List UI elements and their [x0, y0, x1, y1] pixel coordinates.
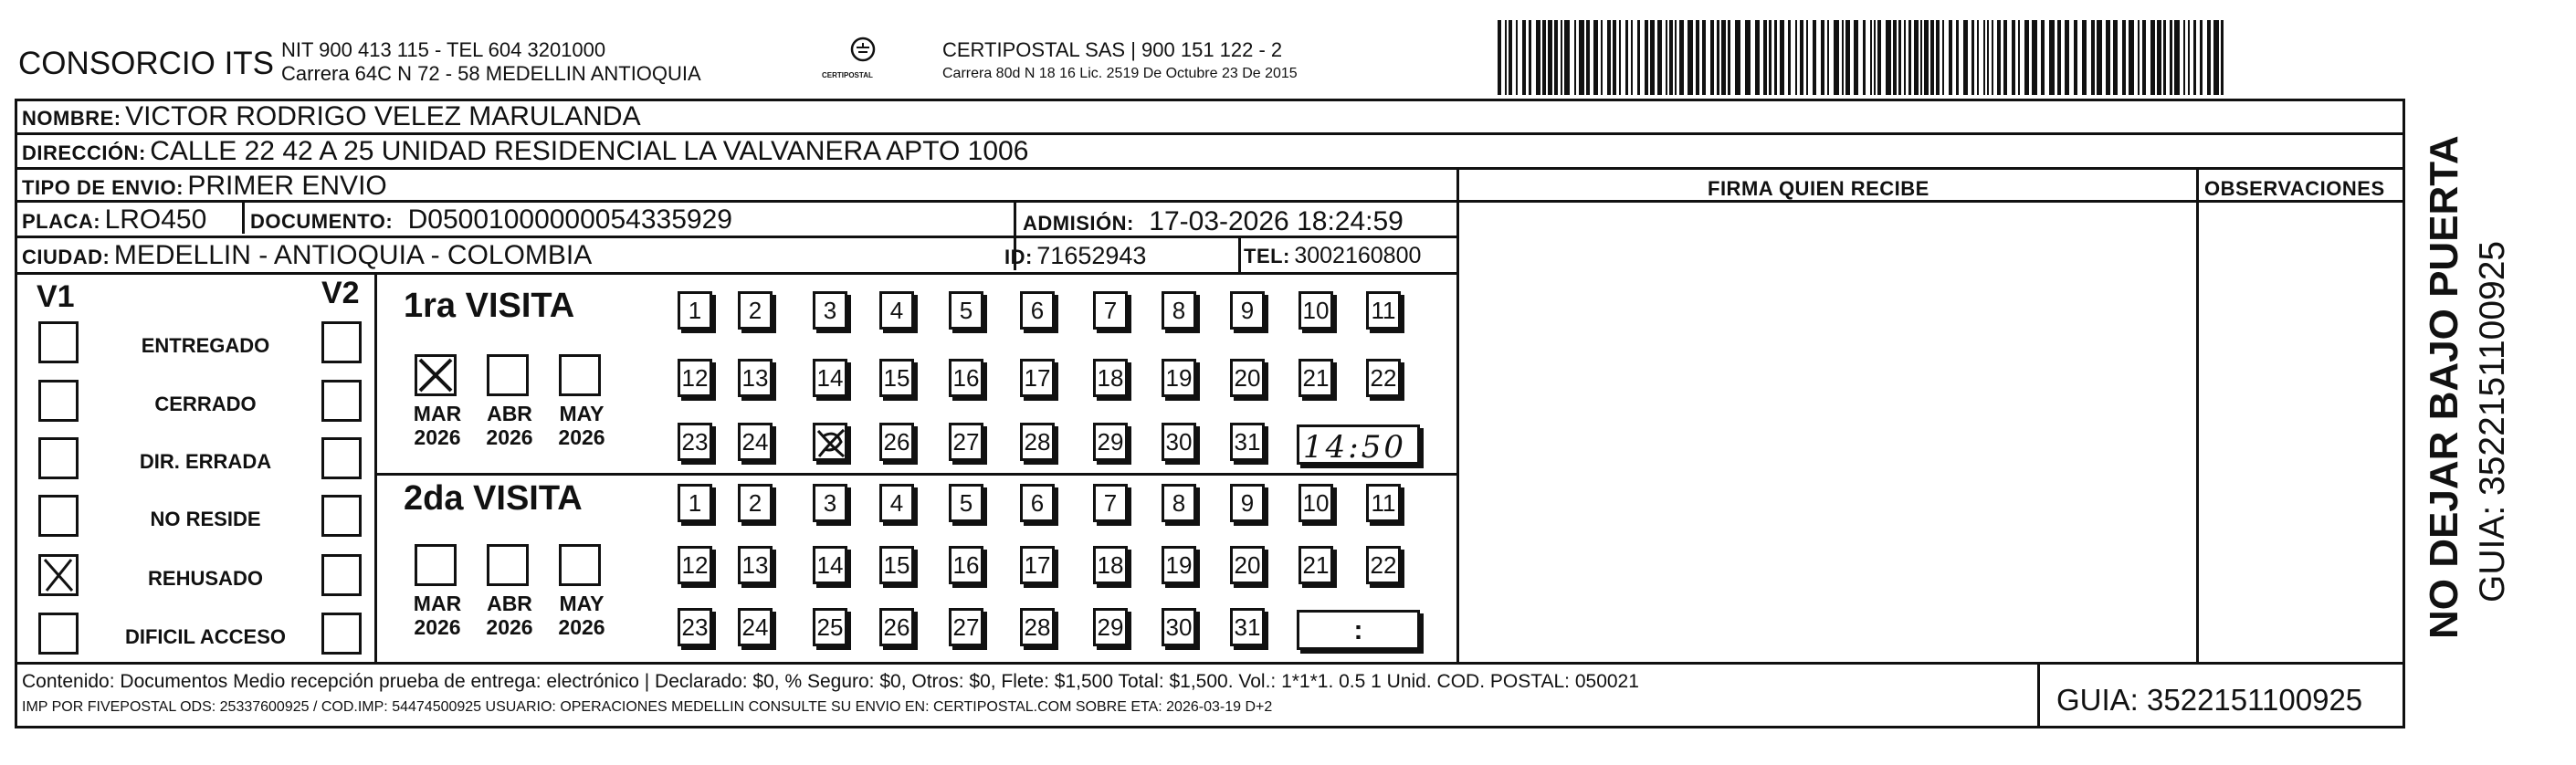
second-visit-year-label: 2026 [414, 615, 461, 639]
barcode-bar [2113, 20, 2118, 95]
barcode-bar [1536, 20, 1540, 95]
second-visit-day-2[interactable]: 2 [738, 484, 773, 522]
barcode-bar [1619, 20, 1621, 95]
admision-value: 17-03-2026 18:24:59 [1149, 206, 1404, 236]
second-visit-day-24[interactable]: 24 [738, 608, 773, 646]
barcode-bar [1763, 20, 1767, 95]
first-visit-day-12[interactable]: 12 [678, 359, 712, 397]
barcode-bar [2032, 20, 2037, 95]
company-name: CONSORCIO ITS [18, 46, 275, 81]
barcode-bar [1542, 20, 1546, 95]
second-visit-day-19[interactable]: 19 [1162, 546, 1196, 584]
first-visit-day-20[interactable]: 20 [1230, 359, 1265, 397]
firma-header: FIRMA QUIEN RECIBE [1708, 177, 1929, 200]
footer-contenido: Contenido: Documentos Medio recepción prueba de entrega: electrónico | Declarado: $0, % Seguro: $0, Otros: $0, Flete: $1,500 Total: $1,500. Vol.: 1*1*1. 0.5 1 Unid. COD. POSTAL: 050021 [22, 671, 1639, 692]
company-address: Carrera 64C N 72 - 58 MEDELLIN ANTIOQUIA [281, 62, 701, 85]
barcode-bar [2157, 20, 2161, 95]
first-visit-title: 1ra VISITA [404, 287, 575, 325]
barcode-bar [2049, 20, 2055, 95]
barcode-bar [2207, 20, 2211, 95]
second-visit-day-20[interactable]: 20 [1230, 546, 1265, 584]
barcode-bar [1997, 20, 2001, 95]
barcode-bar [1696, 20, 1699, 95]
footer-imp: IMP POR FIVEPOSTAL ODS: 25337600925 / COD.IMP: 54474500925 USUARIO: OPERACIONES MEDELLIN CONSULTE SU ENVIO EN: CERTIPOSTAL.COM SOBRE ETA: 2026-03-19 D+2 [22, 699, 1273, 715]
first-visit-month-caption [550, 402, 614, 449]
second-visit-day-15[interactable]: 15 [879, 546, 914, 584]
barcode-bar [1977, 20, 1979, 95]
barcode-bar [2057, 20, 2061, 95]
barcode-bar [1877, 20, 1881, 95]
first-visit-year-label: 2026 [486, 425, 533, 449]
second-visit-day-11[interactable]: 11 [1366, 484, 1401, 522]
second-visit-day-22[interactable]: 22 [1366, 546, 1401, 584]
tipo-label: TIPO DE ENVIO: [22, 176, 184, 199]
first-visit-month-label: ABR [487, 402, 532, 425]
first-visit-day-15[interactable]: 15 [879, 359, 914, 397]
barcode-bar [2150, 20, 2155, 95]
barcode-bar [2106, 20, 2110, 95]
first-visit-day-13[interactable]: 13 [738, 359, 773, 397]
first-visit-day-22[interactable]: 22 [1366, 359, 1401, 397]
second-visit-day-3[interactable]: 3 [813, 484, 847, 522]
barcode-bar [1735, 20, 1740, 95]
barcode-bar [2018, 20, 2020, 95]
barcode-bar [1813, 20, 1816, 95]
v1-label: V1 [37, 279, 75, 314]
barcode-bar [1669, 20, 1673, 95]
observaciones-header: OBSERVACIONES [2204, 177, 2385, 200]
barcode-bar [1769, 20, 1772, 95]
barcode-bar [2082, 20, 2087, 95]
first-visit-day-28[interactable]: 28 [1020, 423, 1055, 461]
nombre-value: VICTOR RODRIGO VELEZ MARULANDA [125, 101, 641, 131]
first-visit-year-label: 2026 [414, 425, 461, 449]
barcode-bar [1650, 20, 1655, 95]
first-visit-month-label: MAY [559, 402, 605, 425]
barcode-bar [1710, 20, 1714, 95]
second-visit-day-1[interactable]: 1 [678, 484, 712, 522]
second-visit-day-4[interactable]: 4 [879, 484, 914, 522]
barcode-bar [2138, 20, 2140, 95]
second-visit-month-checkbox-mar[interactable] [415, 544, 457, 586]
side-guia: GUIA: 3522151100925 [2473, 240, 2512, 603]
barcode-bar [1561, 20, 1562, 95]
direccion-row [22, 136, 1028, 167]
first-visit-day-3[interactable]: 3 [813, 291, 847, 330]
barcode-bar [2142, 20, 2146, 95]
v1-checkbox-entregado[interactable] [38, 321, 79, 363]
barcode-bar [1963, 20, 1968, 95]
first-visit-day-7[interactable]: 7 [1093, 291, 1128, 330]
status-label-dificil-acceso: DIFICIL ACCESO [124, 625, 286, 648]
second-visit-day-9[interactable]: 9 [1230, 484, 1265, 522]
first-visit-day-5[interactable]: 5 [949, 291, 983, 330]
direccion-value: CALLE 22 42 A 25 UNIDAD RESIDENCIAL LA VALVANERA APTO 1006 [150, 136, 1029, 166]
status-label-entregado: ENTREGADO [141, 334, 270, 357]
barcode-bar [1930, 20, 1934, 95]
second-visit-time-box [1297, 610, 1420, 650]
barcode-bar [1893, 20, 1897, 95]
second-visit-day-29[interactable]: 29 [1093, 608, 1128, 646]
status-label-cerrado: CERRADO [154, 393, 257, 415]
v1-checkbox-rehusado[interactable] [38, 554, 79, 596]
nit-line: NIT 900 413 115 - TEL 604 3201000 [281, 38, 606, 61]
barcode-bar [1755, 20, 1760, 95]
status-label-dir-errada: DIR. ERRADA [139, 450, 272, 473]
barcode-bar [1936, 20, 1940, 95]
barcode-bar [1949, 20, 1952, 95]
barcode-bar [1679, 20, 1684, 95]
first-visit-day-19[interactable]: 19 [1162, 359, 1196, 397]
barcode-bar [1548, 20, 1552, 95]
barcode-bar [2188, 20, 2190, 95]
barcode-bar [1702, 20, 1706, 95]
barcode-bar [1593, 20, 1598, 95]
v1-checkbox-cerrado[interactable] [38, 380, 79, 422]
second-visit-day-30[interactable]: 30 [1162, 608, 1196, 646]
barcode-bar [1854, 20, 1858, 95]
barcode-bar [1863, 20, 1866, 95]
barcode-bar [1845, 20, 1850, 95]
first-visit-day-29[interactable]: 29 [1093, 423, 1128, 461]
barcode-bar [2003, 20, 2007, 95]
barcode-bar [1870, 20, 1872, 95]
first-visit-day-9[interactable]: 9 [1230, 291, 1265, 330]
barcode-bar [2170, 20, 2172, 95]
barcode-bar [1554, 20, 1558, 95]
ciudad-cell [22, 240, 592, 271]
id-value: 71652943 [1036, 242, 1147, 269]
first-visit-day-17[interactable]: 17 [1020, 359, 1055, 397]
v2-checkbox-dificil-acceso[interactable] [321, 613, 362, 655]
status-label-no-reside: NO RESIDE [150, 508, 261, 530]
barcode-bar [1529, 20, 1531, 95]
footer-guia: GUIA: 3522151100925 [2056, 683, 2363, 717]
second-visit-month-label: ABR [487, 592, 532, 615]
first-visit-day-21[interactable]: 21 [1299, 359, 1333, 397]
admision-label: ADMISIÓN: [1023, 212, 1134, 235]
first-visit-day-25[interactable] [813, 423, 847, 461]
first-visit-day-1[interactable]: 1 [678, 291, 712, 330]
second-visit-day-31[interactable]: 31 [1230, 608, 1265, 646]
second-visit-day-27[interactable]: 27 [949, 608, 983, 646]
barcode-bar [1800, 20, 1803, 95]
first-visit-day-27[interactable]: 27 [949, 423, 983, 461]
placa-label: PLACA: [22, 210, 101, 233]
barcode-bar [1942, 20, 1944, 95]
barcode-bar [1908, 20, 1911, 95]
barcode-bar [2183, 20, 2185, 95]
first-visit-day-26[interactable]: 26 [879, 423, 914, 461]
placa-cell [22, 204, 206, 236]
barcode-bar [1688, 20, 1693, 95]
barcode-bar [1956, 20, 1959, 95]
barcode-bar [1564, 20, 1570, 95]
barcode-bar [1637, 20, 1640, 95]
barcode-bar [2163, 20, 2166, 95]
second-visit-title: 2da VISITA [404, 479, 583, 518]
barcode-bar [1675, 20, 1677, 95]
first-visit-month-caption [405, 402, 469, 449]
barcode-bar [1666, 20, 1667, 95]
barcode-bar [1886, 20, 1891, 95]
second-visit-day-10[interactable]: 10 [1299, 484, 1333, 522]
barcode-bar [1914, 20, 1919, 95]
barcode-bar [1971, 20, 1974, 95]
barcode-bar [1795, 20, 1797, 95]
direccion-label: DIRECCIÓN: [22, 141, 146, 164]
barcode-bar [1625, 20, 1628, 95]
first-visit-month-caption [478, 402, 541, 449]
barcode-bar [1874, 20, 1876, 95]
v2-checkbox-rehusado[interactable] [321, 554, 362, 596]
barcode-bar [1780, 20, 1784, 95]
second-visit-day-23[interactable]: 23 [678, 608, 712, 646]
second-visit-month-caption [405, 592, 469, 639]
second-visit-day-8[interactable]: 8 [1162, 484, 1196, 522]
second-visit-day-5[interactable]: 5 [949, 484, 983, 522]
barcode-bar [1728, 20, 1730, 95]
first-visit-day-14[interactable]: 14 [813, 359, 847, 397]
v1-checkbox-no-reside[interactable] [38, 495, 79, 537]
barcode-bar [2091, 20, 2095, 95]
first-visit-day-23[interactable]: 23 [678, 423, 712, 461]
barcode-bar [1717, 20, 1719, 95]
barcode-bar [1842, 20, 1844, 95]
documento-cell [250, 204, 732, 236]
second-visit-year-label: 2026 [486, 615, 533, 639]
barcode-bar [1579, 20, 1584, 95]
first-visit-year-label: 2026 [558, 425, 605, 449]
barcode-bar [1827, 20, 1829, 95]
barcode-bar [1983, 20, 1985, 95]
carrier-line: CERTIPOSTAL SAS | 900 151 122 - 2 [942, 38, 1283, 61]
first-visit-day-11[interactable]: 11 [1366, 291, 1401, 330]
documento-value: D05001000000054335929 [407, 204, 732, 235]
barcode-bar [1774, 20, 1777, 95]
barcode [1498, 20, 2228, 95]
barcode-bar [1992, 20, 1993, 95]
second-visit-day-21[interactable]: 21 [1299, 546, 1333, 584]
second-visit-month-caption [550, 592, 614, 639]
second-visit-day-16[interactable]: 16 [949, 546, 983, 584]
barcode-bar [1904, 20, 1906, 95]
side-notice: NO DEJAR BAJO PUERTA [2422, 135, 2466, 639]
barcode-bar [2097, 20, 2102, 95]
second-visit-month-caption [478, 592, 541, 639]
barcode-bar [1645, 20, 1648, 95]
v1-checkbox-dificil-acceso[interactable] [38, 613, 79, 655]
tipo-value: PRIMER ENVIO [187, 171, 387, 201]
first-visit-time: 14:50 [1303, 429, 1406, 466]
first-visit-day-18[interactable]: 18 [1093, 359, 1128, 397]
barcode-bar [1505, 20, 1507, 95]
first-visit-day-30[interactable]: 30 [1162, 423, 1196, 461]
second-visit-day-7[interactable]: 7 [1093, 484, 1128, 522]
ciudad-value: MEDELLIN - ANTIOQUIA - COLOMBIA [113, 240, 593, 270]
v2-checkbox-entregado[interactable] [321, 321, 362, 363]
barcode-bar [1509, 20, 1512, 95]
second-visit-day-6[interactable]: 6 [1020, 484, 1055, 522]
first-visit-month-checkbox-may[interactable] [559, 354, 601, 396]
barcode-bar [1607, 20, 1611, 95]
tipo-row [22, 171, 387, 202]
first-visit-month-checkbox-mar[interactable] [415, 354, 457, 396]
barcode-bar [1721, 20, 1726, 95]
barcode-bar [1516, 20, 1518, 95]
barcode-bar [1657, 20, 1662, 95]
v2-checkbox-cerrado[interactable] [321, 380, 362, 422]
first-visit-day-10[interactable]: 10 [1299, 291, 1333, 330]
second-visit-time: : [1353, 615, 1363, 645]
barcode-bar [2122, 20, 2126, 95]
second-visit-month-label: MAR [413, 592, 462, 615]
id-cell [1004, 242, 1146, 270]
first-visit-day-16[interactable]: 16 [949, 359, 983, 397]
second-visit-day-26[interactable]: 26 [879, 608, 914, 646]
barcode-bar [1987, 20, 1989, 95]
logo-text: CERTIPOSTAL [822, 71, 873, 79]
barcode-bar [2065, 20, 2069, 95]
barcode-bar [2012, 20, 2015, 95]
first-visit-day-2[interactable]: 2 [738, 291, 773, 330]
barcode-bar [2221, 20, 2224, 95]
first-visit-day-31[interactable]: 31 [1230, 423, 1265, 461]
handwritten-mark-icon [815, 425, 846, 460]
tel-value: 3002160800 [1294, 243, 1422, 268]
tel-label: TEL: [1244, 245, 1290, 267]
second-visit-month-label: MAY [559, 592, 605, 615]
barcode-bar [2129, 20, 2134, 95]
barcode-bar [2074, 20, 2077, 95]
v2-label: V2 [321, 276, 360, 310]
nombre-row [22, 101, 641, 132]
barcode-bar [1920, 20, 1922, 95]
v2-checkbox-dir-errada[interactable] [321, 437, 362, 479]
barcode-bar [1821, 20, 1824, 95]
v2-checkbox-no-reside[interactable] [321, 495, 362, 537]
first-visit-day-6[interactable]: 6 [1020, 291, 1055, 330]
barcode-bar [1788, 20, 1791, 95]
second-visit-month-checkbox-abr[interactable] [487, 544, 529, 586]
second-visit-day-14[interactable]: 14 [813, 546, 847, 584]
barcode-bar [1498, 20, 1501, 95]
id-label: ID: [1004, 246, 1033, 268]
barcode-bar [2193, 20, 2196, 95]
license-line: Carrera 80d N 18 16 Lic. 2519 De Octubre 23 De 2015 [942, 66, 1298, 81]
barcode-bar [1631, 20, 1633, 95]
second-visit-month-checkbox-may[interactable] [559, 544, 601, 586]
tel-cell [1244, 243, 1421, 269]
barcode-bar [2213, 20, 2219, 95]
barcode-bar [1898, 20, 1901, 95]
barcode-bar [1574, 20, 1576, 95]
nombre-label: NOMBRE: [22, 107, 121, 130]
barcode-bar [1806, 20, 1808, 95]
admision-cell [1023, 206, 1404, 237]
second-visit-day-13[interactable]: 13 [738, 546, 773, 584]
certipostal-logo-icon [840, 35, 886, 71]
v1-checkbox-dir-errada[interactable] [38, 437, 79, 479]
second-visit-day-25[interactable]: 25 [813, 608, 847, 646]
check-mark-icon [417, 357, 454, 393]
documento-label: DOCUMENTO: [250, 210, 394, 233]
barcode-bar [2024, 20, 2029, 95]
placa-value: LRO450 [104, 204, 207, 235]
barcode-bar [2041, 20, 2045, 95]
barcode-bar [1586, 20, 1590, 95]
first-visit-day-8[interactable]: 8 [1162, 291, 1196, 330]
second-visit-day-28[interactable]: 28 [1020, 608, 1055, 646]
status-label-rehusado: REHUSADO [148, 567, 263, 590]
barcode-bar [2174, 20, 2180, 95]
second-visit-day-18[interactable]: 18 [1093, 546, 1128, 584]
barcode-bar [1613, 20, 1616, 95]
ciudad-label: CIUDAD: [22, 246, 110, 268]
second-visit-year-label: 2026 [558, 615, 605, 639]
first-visit-day-4[interactable]: 4 [879, 291, 914, 330]
barcode-bar [1834, 20, 1839, 95]
check-mark-icon [41, 557, 76, 593]
barcode-bar [1924, 20, 1929, 95]
first-visit-time-box [1297, 424, 1420, 465]
first-visit-month-label: MAR [413, 402, 462, 425]
second-visit-day-12[interactable]: 12 [678, 546, 712, 584]
barcode-bar [1745, 20, 1751, 95]
first-visit-month-checkbox-abr[interactable] [487, 354, 529, 396]
barcode-bar [1522, 20, 1526, 95]
second-visit-day-17[interactable]: 17 [1020, 546, 1055, 584]
barcode-bar [1601, 20, 1603, 95]
barcode-bar [2200, 20, 2203, 95]
first-visit-day-24[interactable]: 24 [738, 423, 773, 461]
